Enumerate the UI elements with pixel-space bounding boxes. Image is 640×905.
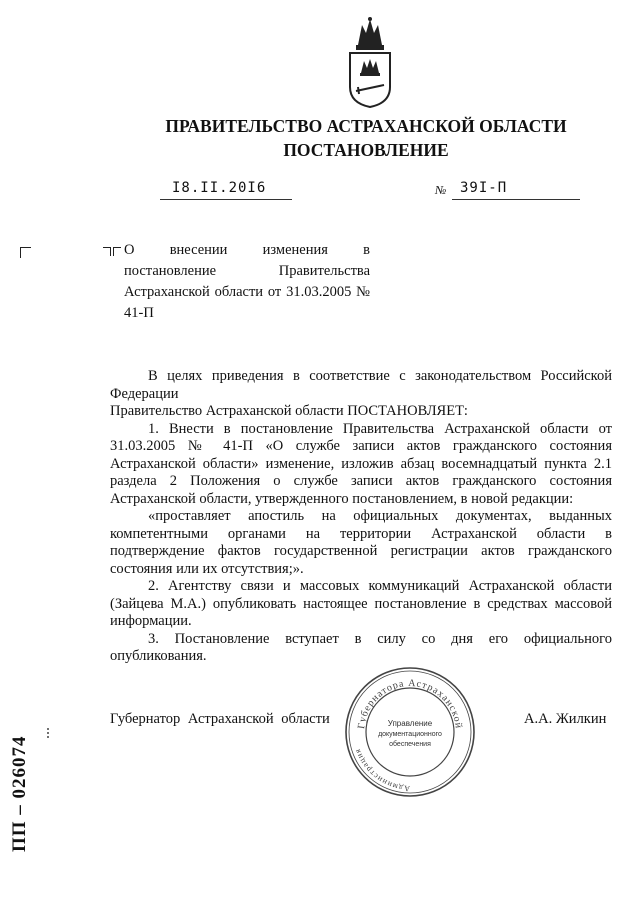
stamp-line-1: Управление	[387, 719, 433, 728]
stamp-line-2: документационного	[378, 731, 442, 738]
document-date: I8.II.20I6	[160, 180, 292, 200]
official-stamp	[342, 664, 478, 800]
document-subject: О внесении изменения в постановление Правительства Астраханской области от 31.03.2005 № 41-П	[124, 242, 370, 321]
corner-mark-left	[20, 247, 31, 258]
quote-paragraph: «проставляет апостиль на официальных документах, выданных компетентными органами на территории Астраханской области в подтверждение фактов государственной регистрации актов гражданского состояния или их отсутствия;».	[110, 508, 612, 577]
bracket-mark	[103, 247, 111, 256]
signatory-role: Губернатор Астраханской области	[110, 711, 330, 727]
edge-mark	[46, 726, 50, 738]
preamble-paragraph: В целях приведения в соответствие с законодательством Российской Федерации	[110, 368, 612, 402]
side-serial-number	[0, 716, 30, 856]
serial-text: ПП – 026074	[9, 735, 30, 852]
document-type-title: ПОСТАНОВЛЕНИЕ	[283, 140, 449, 160]
stamp-outer-text: Губернатора Астраханской	[356, 677, 464, 730]
document-body	[110, 368, 612, 666]
document-number: 39I-П	[452, 180, 580, 200]
number-label: №	[435, 183, 447, 197]
organization-title: ПРАВИТЕЛЬСТВО АСТРАХАНСКОЙ ОБЛАСТИ	[165, 116, 567, 136]
document-header	[0, 114, 640, 162]
stamp-line-3: обеспечения	[389, 741, 431, 748]
bracket-mark	[113, 247, 121, 256]
stamp-outer-text-left: Администрация	[352, 747, 411, 794]
item-3-paragraph: 3. Постановление вступает в силу со дня его официального опубликования.	[110, 630, 612, 664]
item-1-paragraph: 1. Внести в постановление Правительства Астраханской области от 31.03.2005 № 41-П «О службе записи актов гражданского состояния Астраханской области» изменение, изложив абзац восемнадцатый пункта 2.1 раздела 2 Положения о службе записи актов гражданского состояния Астраханской области, утвержденного постановлением, в новой редакции:	[110, 420, 612, 507]
resolves-paragraph: Правительство Астраханской области ПОСТАНОВЛЯЕТ:	[110, 403, 468, 419]
signatory-name: А.А. Жилкин	[524, 711, 607, 727]
coat-of-arms-emblem	[340, 15, 400, 110]
item-2-paragraph: 2. Агентству связи и массовых коммуникаций Астраханской области (Зайцева М.А.) опубликовать настоящее постановление в средствах массовой информации.	[110, 578, 612, 629]
